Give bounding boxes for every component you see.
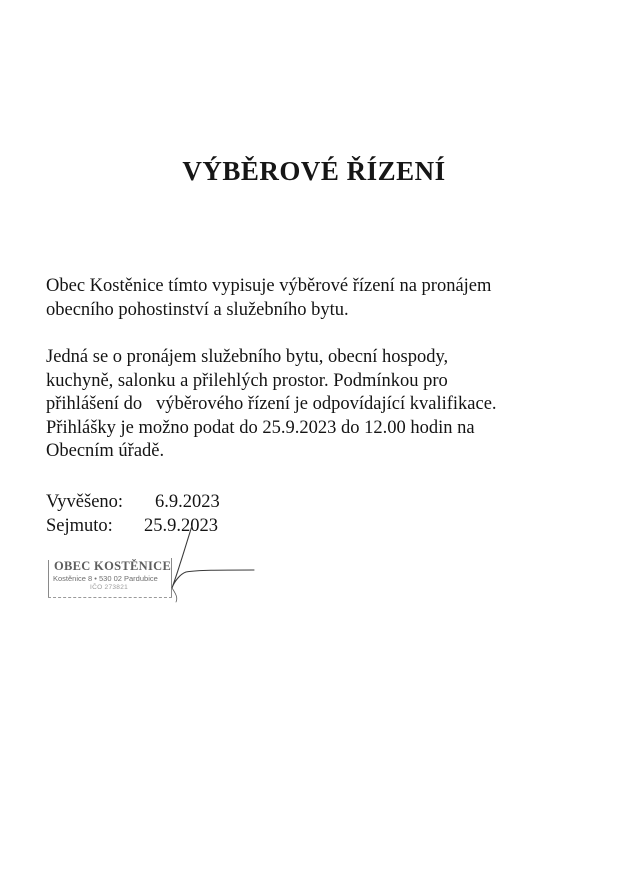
text-line: kuchyně, salonku a přilehlých prostor. Podmínkou pro: [46, 370, 448, 391]
text-line: Přihlášky je možno podat do 25.9.2023 do 12.00 hodin na: [46, 417, 475, 438]
stamp-border-bottom: [48, 597, 172, 598]
stamp-address: Kostěnice 8 • 530 02 Pardubice: [53, 574, 158, 583]
document-title: VÝBĚROVÉ ŘÍZENÍ: [182, 156, 446, 186]
text-line: obecního pohostinství a služebního bytu.: [46, 299, 349, 320]
handwritten-signature: [166, 524, 256, 604]
intro-paragraph: [46, 275, 586, 322]
text-line: přihlášení do výběrového řízení je odpovídající kvalifikace.: [46, 394, 497, 414]
posted-date-row: [46, 490, 220, 514]
stamp-border-left: [48, 560, 49, 598]
text-line: Obec Kostěnice tímto vypisuje výběrové řízení na pronájem: [46, 276, 492, 296]
removed-label: Sejmuto:: [46, 516, 113, 536]
text-line: Obecním úřadě.: [46, 441, 165, 461]
details-paragraph: [46, 346, 586, 464]
posted-date: 6.9.2023: [155, 492, 220, 512]
stamp-name: OBEC KOSTĚNICE: [54, 559, 172, 573]
removed-date: 25.9.2023: [144, 516, 218, 536]
text-line: Jedná se o pronájem služebního bytu, obecní hospody,: [46, 347, 449, 367]
municipal-stamp: [48, 558, 172, 598]
stamp-ico: IČO 273821: [90, 584, 129, 591]
posted-label: Vyvěšeno:: [46, 492, 124, 512]
